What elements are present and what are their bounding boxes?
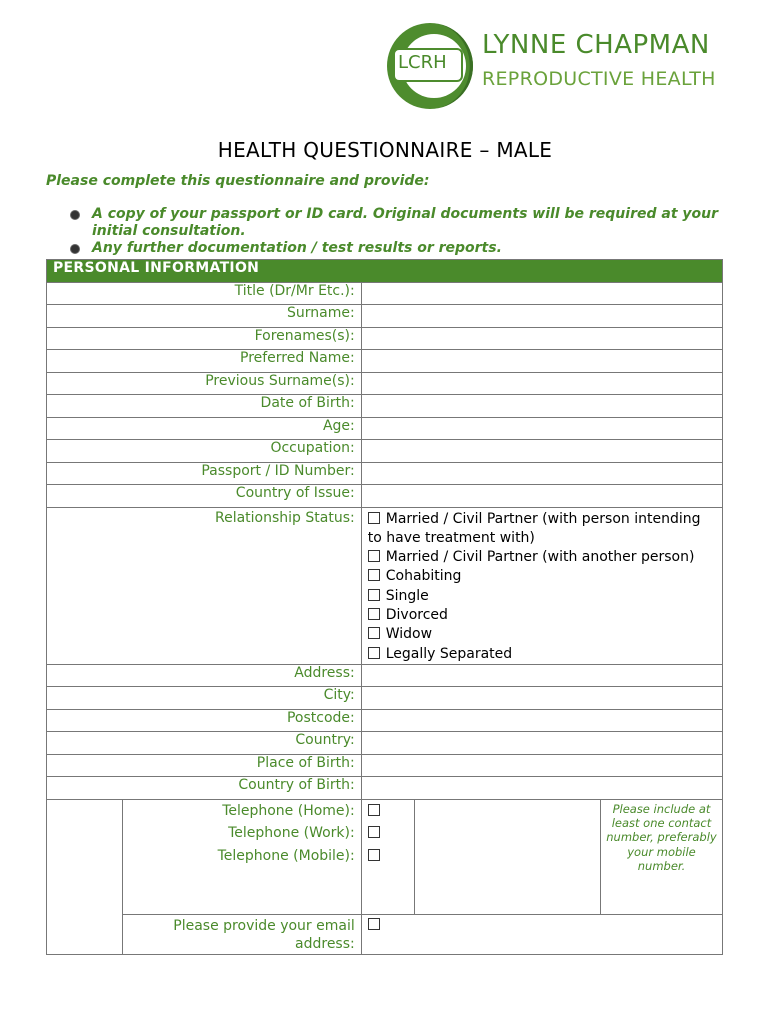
previous-surname-field[interactable] <box>361 372 722 395</box>
relationship-option[interactable]: Married / Civil Partner (with another person) <box>368 548 716 567</box>
list-item: Any further documentation / test results or reports. <box>70 240 730 257</box>
date-of-birth-field[interactable] <box>361 395 722 418</box>
relationship-status-options <box>361 507 722 664</box>
blank-cell <box>47 799 123 954</box>
field-label: Country of Issue: <box>47 485 362 508</box>
checkbox-icon[interactable] <box>368 589 380 601</box>
country-of-issue-field[interactable] <box>361 485 722 508</box>
section-header: PERSONAL INFORMATION <box>47 260 723 283</box>
field-label: Please provide your email address: <box>123 914 361 954</box>
checkbox-icon[interactable] <box>368 512 380 524</box>
checkbox-icon[interactable] <box>368 845 408 868</box>
field-label: Occupation: <box>47 440 362 463</box>
forenames-field[interactable] <box>361 327 722 350</box>
address-field[interactable] <box>361 664 722 687</box>
title-field[interactable] <box>361 282 722 305</box>
field-label: Address: <box>47 664 362 687</box>
field-label: Preferred Name: <box>47 350 362 373</box>
checkbox-icon[interactable] <box>368 822 408 845</box>
logo-monogram: LCRH <box>398 52 447 73</box>
checkbox-icon[interactable] <box>368 918 380 930</box>
field-label: Title (Dr/Mr Etc.): <box>47 282 362 305</box>
field-label: Postcode: <box>47 709 362 732</box>
relationship-option[interactable]: Widow <box>368 625 716 644</box>
field-label: City: <box>47 687 362 710</box>
field-label: Country: <box>47 732 362 755</box>
place-of-birth-field[interactable] <box>361 754 722 777</box>
field-label: Surname: <box>47 305 362 328</box>
logo-subtitle: REPRODUCTIVE HEALTH <box>482 68 716 90</box>
phone-inputs <box>361 799 722 914</box>
intro-text: Please complete this questionnaire and provide: <box>46 173 430 189</box>
personal-information-form <box>46 259 723 955</box>
field-label: Relationship Status: <box>47 507 362 664</box>
checkbox-icon[interactable] <box>368 800 408 823</box>
field-label: Previous Surname(s): <box>47 372 362 395</box>
postcode-field[interactable] <box>361 709 722 732</box>
relationship-option[interactable]: Single <box>368 587 716 606</box>
list-item: A copy of your passport or ID card. Original documents will be required at your initial consultation. <box>70 206 730 240</box>
phone-number-field[interactable] <box>415 800 601 914</box>
phone-labels <box>123 799 361 914</box>
field-label: Telephone (Work): <box>228 825 355 842</box>
field-label: Place of Birth: <box>47 754 362 777</box>
page-title: HEALTH QUESTIONNAIRE – MALE <box>217 138 553 162</box>
relationship-option[interactable]: Cohabiting <box>368 567 716 586</box>
bullet-icon <box>70 210 80 220</box>
checkbox-icon[interactable] <box>368 569 380 581</box>
field-label: Forenames(s): <box>47 327 362 350</box>
country-field[interactable] <box>361 732 722 755</box>
checkbox-icon[interactable] <box>368 550 380 562</box>
phone-note: Please include at least one contact number, preferably your mobile number. <box>606 801 717 874</box>
preferred-name-field[interactable] <box>361 350 722 373</box>
bullet-icon <box>70 244 80 254</box>
passport-number-field[interactable] <box>361 462 722 485</box>
checkbox-icon[interactable] <box>368 647 380 659</box>
field-label: Telephone (Mobile): <box>217 847 355 864</box>
age-field[interactable] <box>361 417 722 440</box>
relationship-option[interactable]: Legally Separated <box>368 645 716 664</box>
relationship-option[interactable]: Married / Civil Partner (with person intending to have treatment with) <box>367 510 701 546</box>
logo-name: LYNNE CHAPMAN <box>482 30 710 60</box>
field-label: Date of Birth: <box>47 395 362 418</box>
country-of-birth-field[interactable] <box>361 777 722 800</box>
field-label: Passport / ID Number: <box>47 462 362 485</box>
email-field[interactable] <box>361 914 722 954</box>
field-label: Country of Birth: <box>47 777 362 800</box>
occupation-field[interactable] <box>361 440 722 463</box>
city-field[interactable] <box>361 687 722 710</box>
checkbox-icon[interactable] <box>368 608 380 620</box>
requirements-list <box>70 206 730 257</box>
field-label: Telephone (Home): <box>222 802 355 819</box>
field-label: Age: <box>47 417 362 440</box>
surname-field[interactable] <box>361 305 722 328</box>
checkbox-icon[interactable] <box>368 627 380 639</box>
relationship-option[interactable]: Divorced <box>368 606 716 625</box>
